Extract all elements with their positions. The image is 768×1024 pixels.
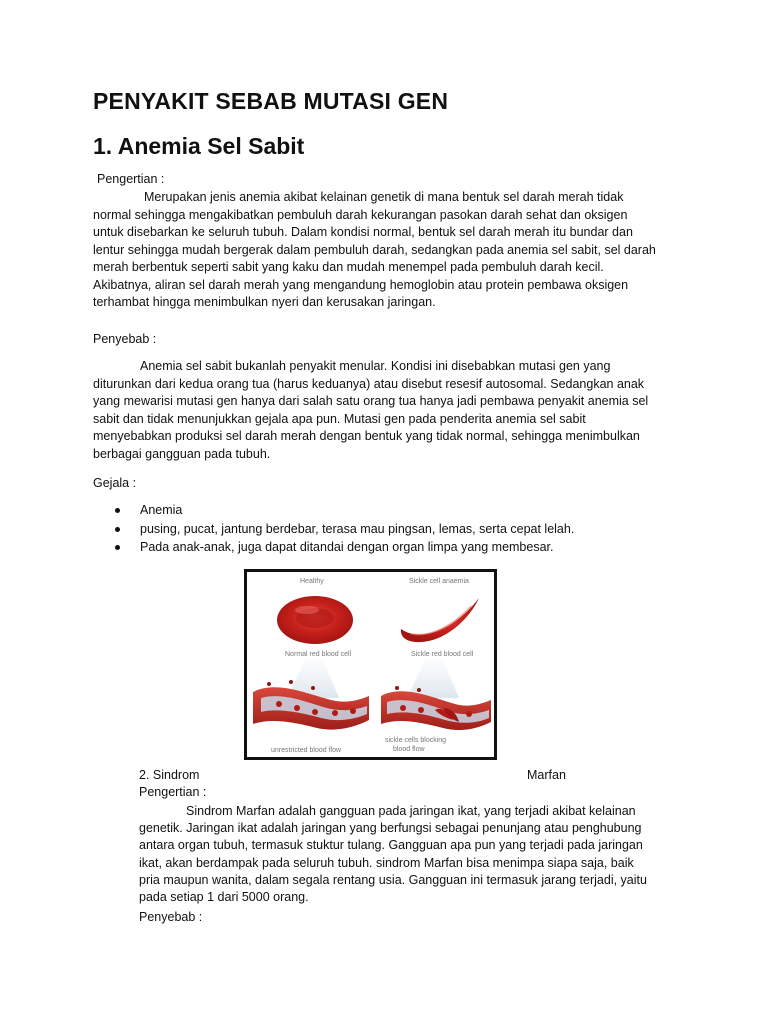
text-line: diturunkan dari kedua orang tua (harus keduanya) atau disebut resesif autosomal. Sedangkan anak [93, 376, 645, 391]
section2-heading-left: 2. Sindrom [139, 768, 200, 782]
blocking-label-2: blood flow [393, 746, 425, 753]
flow-label: unrestricted blood flow [271, 747, 342, 754]
sickle-cell-label: Sickle red blood cell [411, 651, 474, 658]
text-line: berbagai gangguan pada tubuh. [93, 446, 271, 461]
text-line: yang mewarisi mutasi gen hanya dari salah satu orang tua hanya jadi pembawa penyakit anemia sel [93, 394, 649, 408]
text-line: untuk disebarkan ke seluruh tubuh. Dalam kondisi normal, bentuk sel darah merah itu bundar dan [93, 225, 633, 239]
penyebab-paragraph [93, 358, 675, 463]
section1-heading: 1. Anemia Sel Sabit [93, 133, 305, 159]
bullet-icon [115, 508, 120, 513]
text-line: genetik. Jaringan ikat adalah jaringan yang berfungsi sebagai penunjang atau penghubung [139, 821, 642, 836]
text-line: lentur sehingga mudah bergerak dalam pembuluh darah, sedangkan pada anemia sel sabit, sel darah [93, 242, 656, 257]
pengertian-label: Pengertian : [97, 172, 165, 186]
list-item [93, 501, 574, 520]
text-line: Merupakan jenis anemia akibat kelainan genetik di mana bentuk sel darah merah tidak [144, 190, 624, 204]
list-item [93, 538, 574, 557]
text-line: sabit dan tidak menunjukkan gejala apa pun. Mutasi gen pada penderita anemia sel sabit [93, 411, 586, 426]
list-item-text: Anemia [140, 503, 183, 517]
text-line: menyebabkan produksi sel darah merah dengan bentuk yang tidak normal, sehingga menimbulkan [93, 429, 640, 443]
text-line: Akibatnya, aliran sel darah merah yang mengandung hemoglobin atau protein pembawa oksigen [93, 277, 629, 292]
text-line: normal sehingga mengakibatkan pembuluh darah kekurangan pasokan darah sehat dan oksigen [93, 207, 628, 222]
text-line: pria maupun wanita, dalam segala rentang usia. Gangguan ini termasuk jarang terjadi, yaitu [139, 872, 647, 887]
marfan-pengertian-paragraph [139, 803, 675, 906]
list-item-text: pusing, pucat, jantung berdebar, terasa mau pingsan, lemas, serta cepat lelah. [140, 521, 575, 536]
text-line: merah berbentuk seperti sabit yang kaku dan mudah menempel pada pembuluh darah kecil. [93, 260, 604, 274]
section2-pengertian-label: Pengertian : [139, 785, 207, 799]
list-item-text: Pada anak-anak, juga dapat ditandai dengan organ limpa yang membesar. [140, 540, 554, 554]
text-line: antara organ tubuh, termasuk stuktur tulang. Gangguan apa pun yang terjadi pada jaringan [139, 838, 643, 853]
section2-heading-right: Marfan [527, 768, 566, 782]
text-line: ikat, akan berdampak pada seluruh tubuh. sindrom Marfan bisa menimpa siapa saja, baik [139, 855, 634, 870]
penyebab-label: Penyebab : [93, 332, 157, 346]
page-title: PENYAKIT SEBAB MUTASI GEN [93, 88, 449, 114]
bullet-icon [115, 545, 120, 550]
pengertian-paragraph [93, 189, 675, 312]
section2-penyebab-label: Penyebab : [139, 910, 203, 924]
normal-cell-label: Normal red blood cell [285, 651, 352, 658]
sickle-cell-figure [244, 569, 497, 760]
normal-red-blood-cell [277, 596, 353, 644]
text-line: Anemia sel sabit bukanlah penyakit menular. Kondisi ini disebabkan mutasi gen yang [140, 359, 611, 373]
blocking-label-1: sickle cells blocking [385, 737, 447, 744]
gejala-label: Gejala : [93, 476, 137, 490]
text-line: Sindrom Marfan adalah gangguan pada jaringan ikat, yang terjadi akibat kelainan [186, 804, 636, 818]
gejala-list [93, 501, 574, 557]
list-item [93, 520, 574, 539]
bullet-icon [115, 527, 120, 532]
healthy-label: Healthy [300, 578, 324, 585]
text-line: terhambat hingga menimbulkan nyeri dan kerusakan jaringan. [93, 295, 436, 309]
text-line: pada setiap 1 dari 5000 orang. [139, 890, 309, 905]
sickle-label: Sickle cell anaemia [409, 578, 469, 585]
